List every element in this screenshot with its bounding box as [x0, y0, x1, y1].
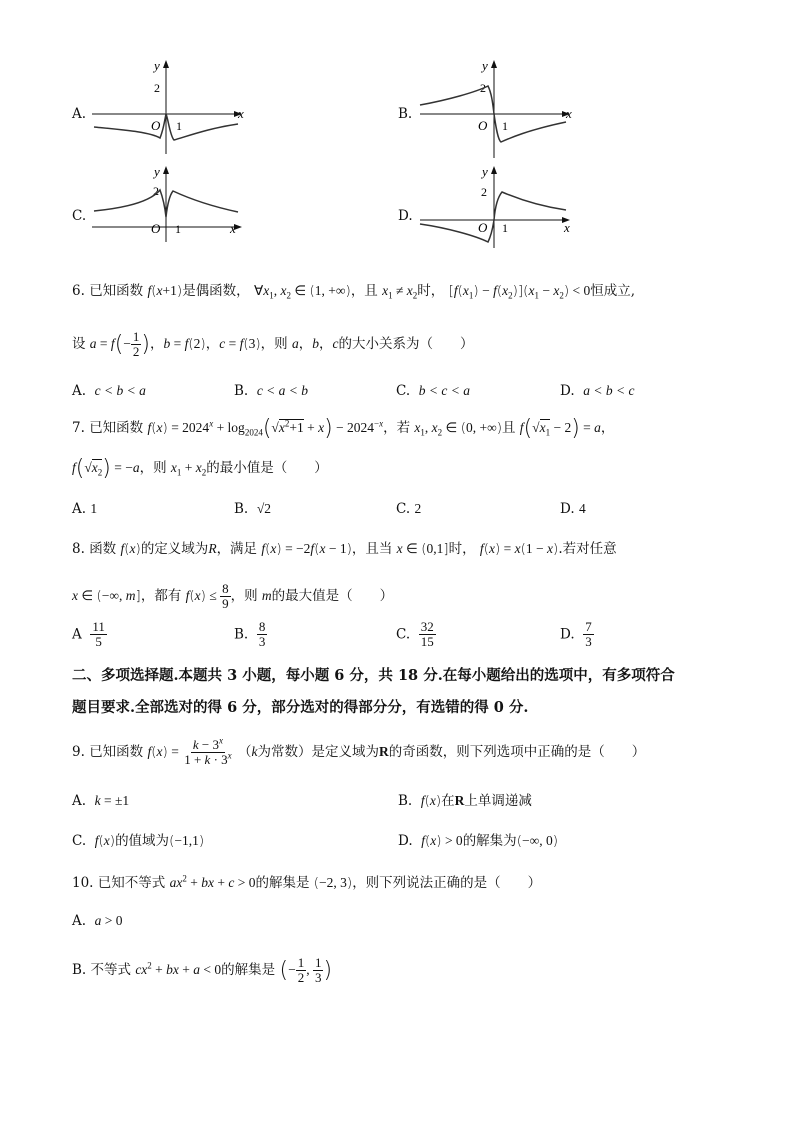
svg-text:x: x — [564, 220, 570, 235]
question-8-line-1: 8. 函数 f(x)的定义域为R，满足 f(x) = −2f(x − 1)，且当 x ∈ (0,1]时， f(x) = x(1 − x).若对任意 — [72, 541, 617, 557]
q8-number: 8. — [72, 541, 85, 557]
section-2-heading-line-1: 二、多项选择题.本题共 3 小题，每小题 6 分，共 18 分.在每小题给出的选项中，有多项符合 — [72, 667, 675, 684]
q8-option-b[interactable]: B. $\frac{8}{3}$ — [234, 619, 266, 650]
svg-text:2: 2 — [480, 81, 486, 95]
svg-text:O: O — [478, 220, 488, 235]
q9-option-b[interactable]: B. f(x)在R上单调递减 — [398, 793, 532, 809]
q8-option-c[interactable]: C. $\frac{32}{15}$ — [396, 619, 434, 650]
graph-option-b — [398, 58, 578, 158]
graph-b-label: B. — [398, 106, 413, 122]
q7-option-d[interactable]: D. 4 — [560, 501, 586, 517]
graph-a-plot — [70, 58, 250, 158]
question-8-options — [72, 620, 732, 654]
q7-number: 7. — [72, 420, 85, 437]
q6-option-d[interactable]: D. a < b < c — [560, 383, 635, 399]
q10-number: 10. — [72, 875, 94, 891]
graph-a-o: O — [151, 118, 161, 133]
q8-option-d[interactable]: D. $\frac{7}{3}$ — [560, 619, 592, 650]
q7-option-b[interactable]: B. √2 — [234, 501, 271, 517]
question-9-stem: 9. 已知函数 f(x) = $\frac{k - 3^x}{1 + k \cdot 3^x}$ （k为常数）是定义域为R的奇函数，则下列选项中正确的是（ ） — [72, 735, 646, 768]
q8-option-a[interactable]: A $\frac{11}{5}$ — [72, 619, 105, 650]
svg-text:y: y — [154, 164, 160, 179]
graph-option-a — [70, 58, 250, 158]
q6-option-c[interactable]: C. b < c < a — [396, 383, 470, 399]
graph-a-label: A. — [72, 106, 87, 122]
q10-option-b[interactable]: B. 不等式 $cx^2$ + bx + a < 0的解集是 (− $\frac{1}{2}$ , $\frac{1}{3}$ ) — [72, 955, 333, 986]
question-7-line-1: 7. 已知函数 $f(x) = 2024^x + \log_{2024}(√x^2+1 + x) - 2024^{-x}$，若 $x_1$, $x_2$ ∈ (0, +∞)且 $f(√x_1 - 2) = a$， — [72, 416, 615, 441]
q9-option-a[interactable]: A. k = ±1 — [72, 793, 130, 809]
graph-a-y: y — [154, 58, 160, 73]
q6-option-b[interactable]: B. c < a < b — [234, 383, 309, 399]
question-7-line-2: $f(√x_2) = -a$，则 $x_1 + x_2$的最小值是（ ） — [72, 456, 328, 481]
svg-text:O: O — [478, 118, 488, 133]
q7-option-a[interactable]: A. 1 — [72, 501, 98, 517]
q10-option-a[interactable]: A. a > 0 — [72, 913, 123, 929]
graph-c-label: C. — [72, 208, 87, 224]
svg-text:y: y — [482, 58, 488, 73]
svg-text:y: y — [482, 164, 488, 179]
question-6-line-2: 设 a = f(− $\frac{1}{2}$ )，b = f(2)，c = f(3)，则 a，b，c的大小关系为（ ） — [72, 329, 474, 360]
graph-d-plot — [398, 164, 578, 264]
graph-d-label: D. — [398, 208, 413, 224]
svg-text:O: O — [151, 221, 161, 236]
svg-text:1: 1 — [502, 119, 508, 133]
graph-option-c — [70, 164, 250, 264]
q6-number: 6. — [72, 283, 85, 299]
svg-text:1: 1 — [175, 222, 181, 236]
q7-option-c[interactable]: C. 2 — [396, 501, 422, 517]
graph-a-one: 1 — [176, 119, 182, 133]
svg-text:x: x — [566, 106, 572, 121]
graph-a-x: x — [238, 106, 244, 121]
section-2-heading-line-2: 题目要求.全部选对的得 6 分，部分选对的得部分分，有选错的得 0 分. — [72, 699, 529, 716]
question-6-line-1: 6. 已知函数 f(x+1)是偶函数， $\forall x_1$, $x_2$ ∈ (1, +∞)，且 $x_1 \ne x_2$时， $[f(x_1) - f(x_2)](x_1 - x_2) < 0$恒成立, — [72, 283, 636, 301]
q6-option-a[interactable]: A. c < b < a — [72, 383, 146, 399]
q9-option-d[interactable]: D. f(x) > 0的解集为(−∞, 0) — [398, 833, 558, 849]
question-8-line-2: x ∈ (−∞, m]，都有 f(x) ≤ $\frac{8}{9}$ ，则 m的最大值是（ ） — [72, 581, 394, 612]
svg-text:2: 2 — [153, 184, 159, 198]
graph-c-plot — [70, 164, 250, 264]
graph-a-two: 2 — [154, 81, 160, 95]
q9-number: 9. — [72, 743, 85, 760]
graph-b-plot — [398, 58, 578, 158]
svg-text:1: 1 — [502, 221, 508, 235]
svg-text:x: x — [230, 221, 236, 236]
graph-option-d — [398, 164, 578, 264]
q9-option-c[interactable]: C. f(x)的值域为(−1,1) — [72, 833, 205, 849]
question-10-stem: 10. 已知不等式 $ax^2$ + bx + c > 0的解集是 (−2, 3)，则下列说法正确的是（ ） — [72, 873, 542, 891]
svg-text:2: 2 — [481, 185, 487, 199]
